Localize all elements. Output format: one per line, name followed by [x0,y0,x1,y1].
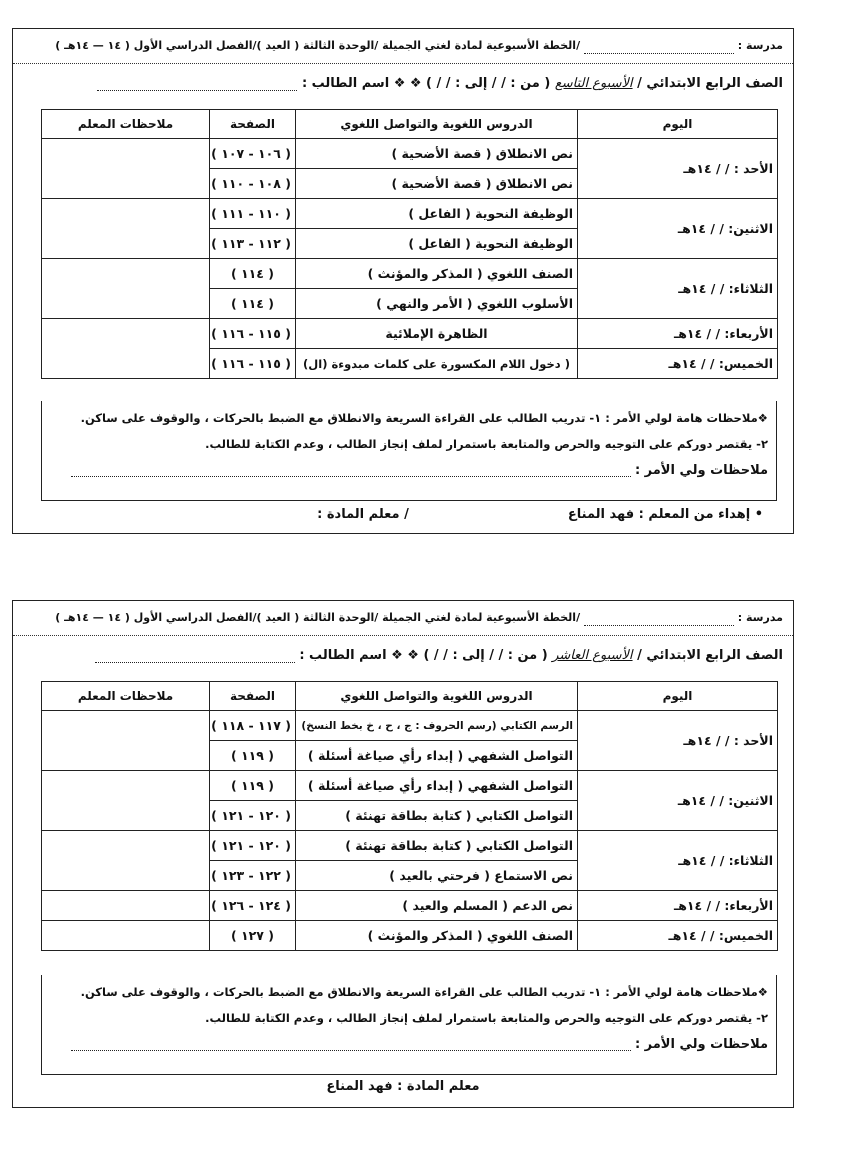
day-date: / / ١٤هـ [677,221,724,236]
lesson-cell: التواصل الكتابي ( كتابة بطاقة تهنئة ) [296,801,578,831]
sheet-footer [13,1079,793,1094]
plan-title: /الخطة الأسبوعية لمادة لغتي الجميلة /الوحدة الثالثة ( العيد )/الفصل الدراسي الأول ( ١٤ — ١٤هـ ) [55,611,581,624]
page-cell: ( ١١٢ - ١١٣ ) [210,229,296,259]
page-cell: ( ١١٥ - ١١٦ ) [210,319,296,349]
day-name: الاثنين: [728,221,773,236]
page-cell: ( ١٠٦ - ١٠٧ ) [210,139,296,169]
teacher-label: معلم المادة : فهد المناع [326,1079,480,1094]
day-name: الثلاثاء: [728,853,773,868]
col-notes: ملاحظات المعلم [42,682,210,711]
page-cell: ( ١٢٧ ) [210,921,296,951]
teacher-notes-cell[interactable] [42,199,210,259]
col-lessons: الدروس اللغوية والتواصل اللغوي [296,110,578,139]
lesson-cell: التواصل الكتابي ( كتابة بطاقة تهنئة ) [296,831,578,861]
lesson-cell: الرسم الكتابي (رسم الحروف : ج ، ح ، خ بخط النسخ) [296,711,578,741]
col-notes: ملاحظات المعلم [42,110,210,139]
day-name: الأحد : [733,161,773,176]
dedication-text: • إهداء من المعلم : فهد المناع [567,507,763,522]
lesson-cell: الظاهرة الإملائية [296,319,578,349]
page-cell: ( ١١٧ - ١١٨ ) [210,711,296,741]
day-date: / / ١٤هـ [668,928,715,943]
page-cell: ( ١٢٢ - ١٢٣ ) [210,861,296,891]
day-date: / / ١٤هـ [678,281,725,296]
day-date: / / ١٤هـ [683,161,730,176]
lesson-cell: نص الدعم ( المسلم والعيد ) [296,891,578,921]
note-line-2: ٢- يقتصر دوركم على التوجيه والحرص والمتابعة باستمرار لملف إنجاز الطالب ، وعدم الكتابة للطالب. [205,1011,768,1025]
note-line-2: ٢- يقتصر دوركم على التوجيه والحرص والمتابعة باستمرار لملف إنجاز الطالب ، وعدم الكتابة للطالب. [205,437,768,451]
parent-notes-field[interactable] [71,464,631,477]
teacher-notes-cell[interactable] [42,891,210,921]
weekly-plan-sheet-2 [12,600,794,1108]
teacher-label: / معلم المادة : [317,507,409,522]
sheet-header [13,29,793,64]
day-date: / / ١٤هـ [678,853,725,868]
lesson-cell: نص الاستماع ( فرحتي بالعيد ) [296,861,578,891]
col-day: اليوم [578,110,778,139]
table-row [42,319,778,349]
page-cell: ( ١٢٠ - ١٢١ ) [210,831,296,861]
sheet-header [13,601,793,636]
day-name: الخميس: [718,928,773,943]
plan-title: /الخطة الأسبوعية لمادة لغتي الجميلة /الوحدة الثالثة ( العيد )/الفصل الدراسي الأول ( ١٤ — ١٤هـ ) [55,39,581,52]
teacher-notes-cell[interactable] [42,139,210,199]
day-name: الأربعاء: [724,326,773,341]
page-cell: ( ١٠٨ - ١١٠ ) [210,169,296,199]
day-name: الخميس: [718,356,773,371]
page-cell: ( ١٢٤ - ١٢٦ ) [210,891,296,921]
parent-notes-box [41,401,777,501]
lesson-cell: نص الانطلاق ( قصة الأضحية ) [296,169,578,199]
lesson-cell: التواصل الشفهي ( إبداء رأي صياغة أسئلة ) [296,771,578,801]
page-cell: ( ١١٩ ) [210,741,296,771]
day-date: / / ١٤هـ [677,793,724,808]
table-row [42,711,778,741]
teacher-notes-cell[interactable] [42,831,210,891]
page-cell: ( ١١٤ ) [210,259,296,289]
table-row [42,831,778,861]
day-name: الأربعاء: [724,898,773,913]
grade-label: الصف الرابع الابتدائي / [637,648,783,663]
student-name-field[interactable] [97,76,297,91]
lesson-table [41,109,778,379]
weekly-plan-sheet-1 [12,28,794,534]
grade-label: الصف الرابع الابتدائي / [637,76,783,91]
parent-notes-box [41,975,777,1075]
table-row [42,891,778,921]
week-label: الأسبوع التاسع [554,76,633,91]
lesson-cell: الوظيفة النحوية ( الفاعل ) [296,229,578,259]
col-day: اليوم [578,682,778,711]
lesson-cell: الصنف اللغوي ( المذكر والمؤنث ) [296,259,578,289]
table-row [42,771,778,801]
col-lessons: الدروس اللغوية والتواصل اللغوي [296,682,578,711]
day-name: الأحد : [733,733,773,748]
page-cell: ( ١١٥ - ١١٦ ) [210,349,296,379]
col-page: الصفحة [210,682,296,711]
lesson-table [41,681,778,951]
teacher-notes-cell[interactable] [42,711,210,771]
lesson-cell: الصنف اللغوي ( المذكر والمؤنث ) [296,921,578,951]
school-label: مدرسة : [737,39,783,52]
day-date: / / ١٤هـ [668,356,715,371]
parent-notes-field[interactable] [71,1038,631,1051]
week-row [13,641,793,671]
parent-notes-label: ملاحظات ولي الأمر : [634,1037,768,1052]
teacher-notes-cell[interactable] [42,319,210,379]
col-page: الصفحة [210,110,296,139]
student-name-label: اسم الطالب : [301,76,390,91]
day-date: / / ١٤هـ [683,733,730,748]
day-date: / / ١٤هـ [673,898,721,913]
page-cell: ( ١١٠ - ١١١ ) [210,199,296,229]
day-name: الاثنين: [728,793,773,808]
note-line-1: ❖ملاحظات هامة لولي الأمر : ١- تدريب الطالب على القراءة السريعة والانطلاق مع الضبط بالحركات ، والوقوف على ساكن. [80,985,768,999]
date-range: ( من : / / إلى : / / ) ❖ ❖ [391,648,548,663]
page-cell: ( ١١٩ ) [210,771,296,801]
week-label: الأسبوع العاشر [552,648,633,663]
day-name: الثلاثاء: [728,281,773,296]
table-row [42,199,778,229]
day-date: / / ١٤هـ [673,326,721,341]
student-name-label: اسم الطالب : [299,648,387,663]
date-range: ( من : / / إلى : / / ) ❖ ❖ [393,76,551,91]
table-row [42,139,778,169]
lesson-cell: الوظيفة النحوية ( الفاعل ) [296,199,578,229]
lesson-cell: التواصل الشفهي ( إبداء رأي صياغة أسئلة ) [296,741,578,771]
note-line-1: ❖ملاحظات هامة لولي الأمر : ١- تدريب الطالب على القراءة السريعة والانطلاق مع الضبط بالحركات ، والوقوف على ساكن. [80,411,768,425]
school-label: مدرسة : [737,611,783,624]
teacher-notes-cell[interactable] [42,771,210,831]
page-cell: ( ١٢٠ - ١٢١ ) [210,801,296,831]
lesson-cell: الأسلوب اللغوي ( الأمر والنهي ) [296,289,578,319]
student-name-field[interactable] [95,648,295,663]
table-row [42,921,778,951]
lesson-cell: نص الانطلاق ( قصة الأضحية ) [296,139,578,169]
lesson-cell: ( دخول اللام المكسورة على كلمات مبدوءة (ال) [296,349,578,379]
teacher-notes-cell[interactable] [42,921,210,951]
page-cell: ( ١١٤ ) [210,289,296,319]
week-row [13,69,793,99]
teacher-notes-cell[interactable] [42,259,210,319]
sheet-footer [13,507,793,522]
table-row [42,259,778,289]
parent-notes-label: ملاحظات ولي الأمر : [634,463,768,478]
